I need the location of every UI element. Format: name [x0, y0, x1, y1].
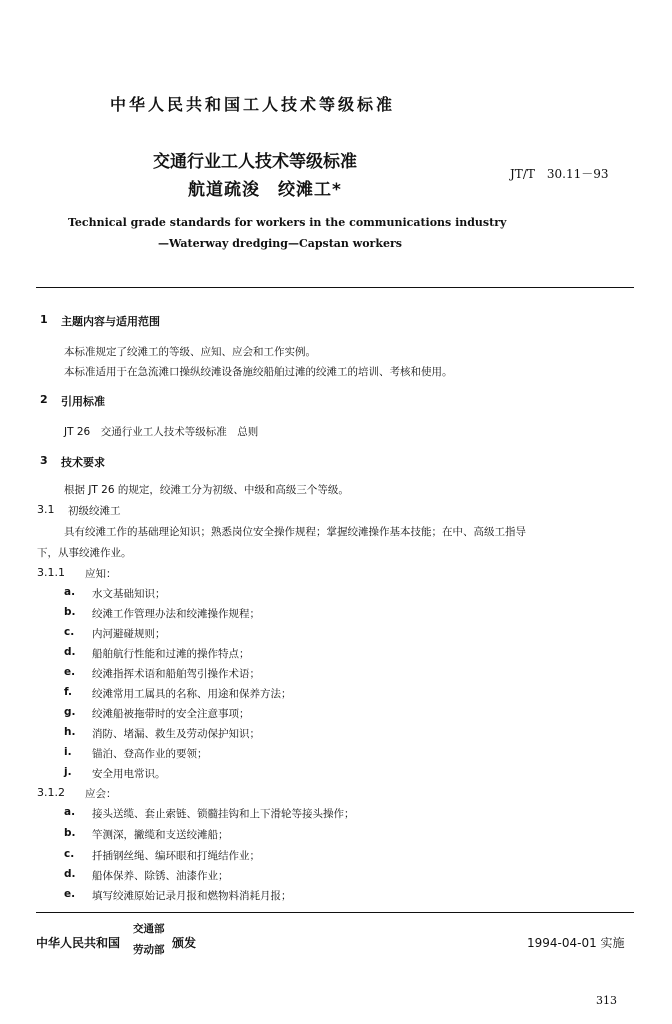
section-3-title: 技术要求 — [61, 456, 105, 469]
section-3-1-2-title: 应会： — [85, 788, 117, 800]
list-item: 锚泊、登高作业的要领； — [92, 748, 208, 760]
issuer-ministry-transport: 交通部 — [133, 923, 165, 935]
list-item: 绞滩常用工属具的名称、用途和保养方法； — [92, 688, 292, 700]
list-item-label: d. — [64, 868, 76, 880]
section-1-number: 1 — [40, 313, 48, 326]
issuer-country: 中华人民共和国 — [36, 936, 121, 950]
list-item: 安全用电常识。 — [92, 768, 166, 780]
list-item: 填写绞滩原始记录月报和燃物料消耗月报； — [92, 890, 292, 902]
section-3-paragraph-1: 根据 JT 26 的规定，绞滩工分为初级、中级和高级三个等级。 — [64, 484, 349, 496]
list-item-label: g. — [64, 706, 76, 718]
issuer-suffix: 颁发 — [172, 936, 197, 950]
list-item: 扦插钢丝绳、编环眼和打绳结作业； — [92, 850, 260, 862]
list-item-label: e. — [64, 888, 76, 900]
title-line-2: 航道疏浚 绞滩工* — [188, 180, 342, 200]
bottom-divider — [36, 912, 634, 913]
list-item: 竿测深，撇缆和支送绞滩船； — [92, 829, 229, 841]
list-item: 水文基础知识； — [92, 588, 166, 600]
list-item: 船体保养、除锈、油漆作业； — [92, 870, 229, 882]
section-3-1-2-number: 3.1.2 — [37, 786, 65, 799]
page-number: 313 — [596, 994, 617, 1007]
standard-header: 中华人民共和国工人技术等级标准 — [110, 95, 396, 114]
section-3-1-title: 初级绞滩工 — [68, 505, 121, 517]
list-item-label: a. — [64, 806, 76, 818]
english-title-line-2: —Waterway dredging—Capstan workers — [158, 237, 402, 250]
section-1-paragraph-1: 本标准规定了绞滩工的等级、应知、应会和工作实例。 — [64, 346, 316, 358]
section-2-title: 引用标准 — [61, 395, 105, 408]
list-item-label: d. — [64, 646, 76, 658]
issuer-ministry-labour: 劳动部 — [133, 944, 165, 956]
list-item-label: c. — [64, 626, 75, 638]
section-3-1-1-title: 应知： — [85, 568, 117, 580]
list-item-label: j. — [64, 766, 72, 778]
section-2-reference: JT 26 交通行业工人技术等级标准 总则 — [64, 426, 259, 438]
section-3-1-paragraph-line-1: 具有绞滩工作的基础理论知识；熟悉岗位安全操作规程；掌握绞滩操作基本技能；在中、高级工指导 — [64, 526, 526, 538]
list-item: 消防、堵漏、救生及劳动保护知识； — [92, 728, 260, 740]
title-line-1: 交通行业工人技术等级标准 — [153, 152, 357, 172]
english-title-line-1: Technical grade standards for workers in the communications industry — [68, 216, 507, 229]
section-3-1-number: 3.1 — [37, 503, 55, 516]
effective-date: 1994-04-01 实施 — [527, 936, 625, 950]
section-3-number: 3 — [40, 454, 48, 467]
list-item-label: a. — [64, 586, 76, 598]
list-item-label: b. — [64, 827, 76, 839]
list-item: 绞滩指挥术语和船舶驾引操作术语； — [92, 668, 260, 680]
list-item-label: e. — [64, 666, 76, 678]
list-item-label: b. — [64, 606, 76, 618]
list-item-label: i. — [64, 746, 72, 758]
section-3-1-1-number: 3.1.1 — [37, 566, 65, 579]
section-1-paragraph-2: 本标准适用于在急流滩口操纵绞滩设备施绞船舶过滩的绞滩工的培训、考核和使用。 — [64, 366, 453, 378]
list-item: 绞滩船被拖带时的安全注意事项； — [92, 708, 250, 720]
list-item: 接头送缆、套止索链、锁髓挂钩和上下滑轮等接头操作； — [92, 808, 355, 820]
section-3-1-paragraph-line-2: 下，从事绞滩作业。 — [37, 547, 132, 559]
top-divider — [36, 287, 634, 288]
section-1-title: 主题内容与适用范围 — [61, 315, 160, 328]
list-item-label: h. — [64, 726, 76, 738]
list-item-label: f. — [64, 686, 72, 698]
list-item-label: c. — [64, 848, 75, 860]
standard-code: JT/T 30.11－93 — [510, 167, 609, 181]
list-item: 船舶航行性能和过滩的操作特点； — [92, 648, 250, 660]
list-item: 内河避碰规则； — [92, 628, 166, 640]
section-2-number: 2 — [40, 393, 48, 406]
list-item: 绞滩工作管理办法和绞滩操作规程； — [92, 608, 260, 620]
